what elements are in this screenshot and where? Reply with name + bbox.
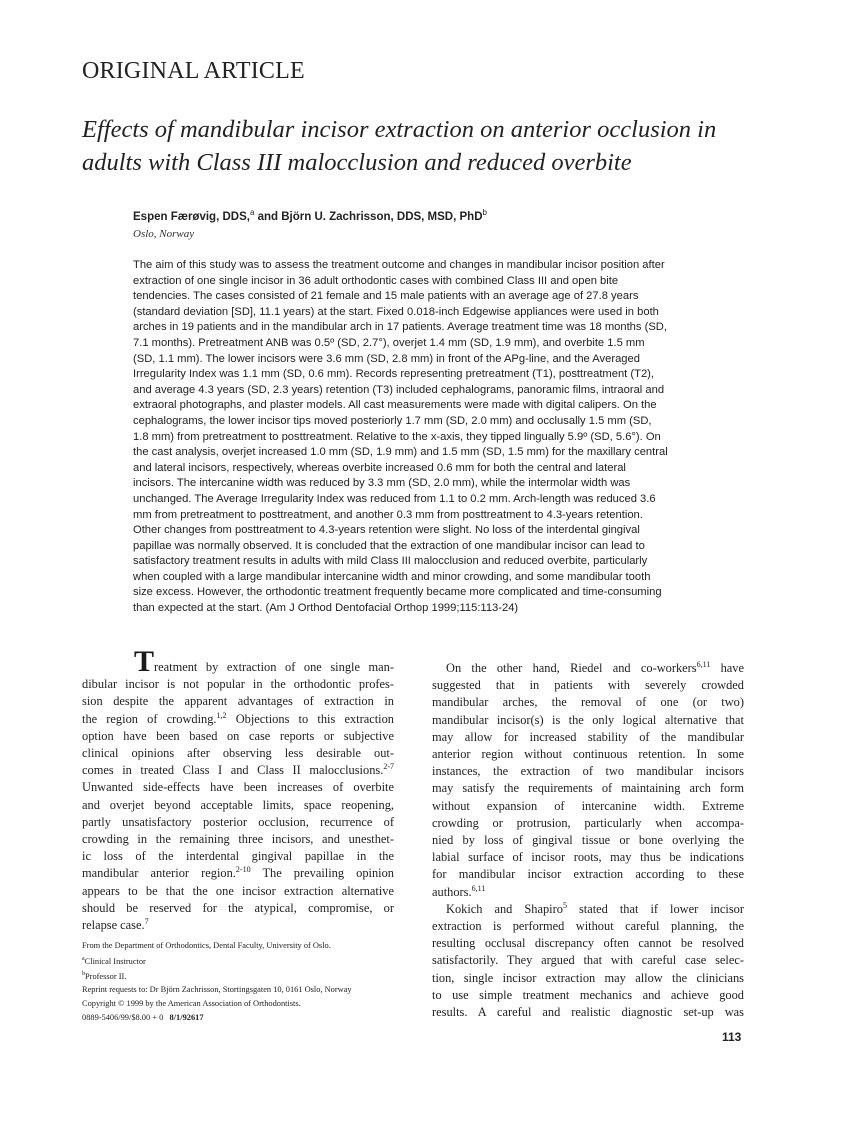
body-line-text: instances, the extraction of two mandibular incisors [432, 764, 744, 779]
footnote-affiliation: From the Department of Orthodontics, Dental Faculty, University of Oslo. [82, 941, 331, 950]
drop-cap: T [134, 645, 155, 678]
abstract-line: extraction of one single incisor in 36 adult orthodontic cases with combined Class III and open bite [133, 274, 619, 287]
body-line [432, 780, 744, 797]
abstract-line: The aim of this study was to assess the treatment outcome and changes in mandibular incisor position after [133, 259, 665, 271]
footnote-reprint: Reprint requests to: Dr Björn Zachrisson, Stortingsgaten 10, 0161 Oslo, Norway [82, 985, 352, 995]
body-line-text: mandibular anterior region. [82, 866, 236, 881]
body-line [432, 970, 744, 987]
body-line [82, 848, 394, 865]
citation-superscript: 7 [144, 916, 149, 926]
author-2: and Björn U. Zachrisson, DDS, MSD, PhD [254, 210, 483, 223]
citation-superscript: 6,11 [471, 883, 486, 893]
first-line [82, 645, 394, 678]
footnote-copyright: Copyright © 1999 by the American Association of Orthodontists. [82, 998, 301, 1008]
footnote-a [82, 953, 412, 968]
citation-superscript: 6,11 [696, 659, 711, 669]
body-line-text: labial surface of incisor roots, may thus be indications [432, 850, 744, 865]
body-line-text: authors. [432, 884, 472, 899]
abstract-line: tendencies. The cases consisted of 21 female and 15 male patients with an average age of 27.8 years [133, 290, 639, 303]
abstract-line: the cast analysis, overjet increased 1.0 mm (SD, 1.9 mm) and 1.5 mm (SD, 1.5 mm) for the maxillary central [133, 446, 668, 459]
abstract-line: incisors. The intercanine width was reduced by 3.3 mm (SD, 2.0 mm), while the intermolar width was [133, 477, 631, 490]
abstract-line: papillae was normally observed. It is concluded that the extraction of one mandibular incisor can lead to [133, 539, 645, 552]
body-line-text: extraction is performed without careful planning, the [432, 919, 744, 934]
body-line [432, 763, 744, 780]
abstract-line: and average 4.3 years (SD, 2.3 years) retention (T3) included cephalograms, panoramic films, intraoral and [133, 383, 665, 396]
body-line [82, 779, 394, 796]
body-left-column [82, 645, 394, 934]
abstract-line: Other changes from posttreatment to 4.3-years retention were slight. No loss of the interdental gingival [133, 524, 640, 537]
body-line [82, 865, 394, 882]
body-line-text: satisfactorily. They argued that with careful case selec- [432, 953, 744, 968]
body-line-text: clinical opinions after observing less desirable out- [82, 746, 394, 761]
body-line [432, 815, 744, 832]
body-line-text: mandibular arches, the removal of one (or two) [432, 695, 744, 710]
body-line-text-after: Objections to this extraction [226, 711, 394, 726]
abstract-line: unchanged. The Average Irregularity Index was reduced from 1.1 to 0.2 mm. Arch-length was reduced 3.6 [133, 492, 656, 505]
body-line-text: anterior region without continuous retention. In some [432, 747, 744, 762]
abstract-line: 1.8 mm) from pretreatment to posttreatment. Relative to the x-axis, they tipped lingually 5.9º (SD, 5.6°). On [133, 430, 661, 443]
body-line-text: On the other hand, Riedel and co-workers [446, 661, 697, 675]
footnote-b-mark: b [82, 970, 85, 977]
abstract-line: satisfactory treatment results in adults with mild Class III malocclusion and reduced overbite, particularly [133, 555, 648, 568]
body-line [82, 728, 394, 745]
body-line [82, 831, 394, 848]
footnote-a-text: Clinical Instructor [84, 956, 146, 966]
body-line-text: nied by loss of gingival tissue or bone overlying the [432, 833, 744, 848]
body-line [82, 745, 394, 762]
body-line-text: results. A careful and realistic diagnostic set-up was [432, 1005, 744, 1020]
body-line [432, 832, 744, 849]
body-line-text-after: have [710, 661, 744, 675]
body-right-column [432, 660, 744, 1021]
body-line-text: may satisfy the requirements of maintaining arch form [432, 781, 744, 796]
body-line-text: suggested that in patients with severely crowded [432, 678, 744, 693]
body-line-text: appears to be that the one incisor extraction alternative [82, 883, 394, 898]
body-line [82, 883, 394, 900]
article-title [82, 113, 782, 179]
body-line-text: option have been based on case reports or subjective [82, 728, 394, 743]
body-line-text: Unwanted side-effects have been increases of overbite [82, 780, 394, 795]
body-line [82, 917, 394, 934]
footnote-a-mark: a [82, 955, 85, 962]
body-line [432, 952, 744, 969]
body-line [432, 987, 744, 1004]
body-line [82, 797, 394, 814]
body-line [432, 849, 744, 866]
body-line [432, 729, 744, 746]
body-line-text: partly unsatisfactory posterior occlusion, recurrence of [82, 814, 394, 829]
page-number: 113 [722, 1030, 742, 1044]
first-line-text: reatment by extraction of one single man- [154, 660, 394, 674]
body-line [432, 918, 744, 935]
body-line [82, 676, 394, 693]
body-line [82, 711, 394, 728]
abstract [133, 258, 751, 617]
title-line: Effects of mandibular incisor extraction on anterior occlusion in [82, 116, 717, 143]
abstract-line: mm from pretreatment to posttreatment, and another 0.3 mm from posttreatment to 4.3-years retention. [133, 508, 643, 521]
abstract-line: (SD, 1.1 mm). The lower incisors were 3.6 mm (SD, 2.8 mm) in front of the APg-line, and the Averaged [133, 352, 640, 365]
body-line-text: to use simple treatment mechanics and achieve good [432, 987, 744, 1002]
abstract-line: cephalograms, the lower incisor tips moved posteriorly 1.7 mm (SD, 2.0 mm) and occlusally 1.5 mm (SD, [133, 414, 652, 427]
abstract-line: and lateral incisors, respectively, whereas overbite increased 0.6 mm for both the central and lateral [133, 461, 626, 474]
citation-superscript: 5 [562, 900, 567, 910]
footnote-b-text: Professor II. [85, 971, 127, 981]
body-line-text-after: The prevailing opinion [250, 866, 394, 881]
abstract-line: than expected at the start. (Am J Orthod Dentofacial Orthop 1999;115:113-24) [133, 602, 519, 615]
citation-superscript: 1,2 [216, 710, 227, 720]
abstract-line: (standard deviation [SD], 11.1 years) at the start. Fixed 0.018-inch Edgewise appliances were used in both [133, 305, 659, 318]
body-line-text: tion, single incisor extraction may allow the clinicians [432, 970, 744, 985]
body-line-text: for mandibular incisor extraction according to these [432, 867, 744, 882]
footnote-b [82, 968, 412, 983]
body-line [432, 712, 744, 729]
abstract-line: size excess. However, the orthodontic treatment frequently became more complicated and time-consuming [133, 586, 662, 599]
body-line [432, 901, 744, 918]
body-line-text: may allow for increased stability of the mandibular [432, 729, 744, 744]
issn: 0889-5406/99/$8.00 + 0 [82, 1012, 164, 1022]
body-line [432, 660, 744, 677]
footnote-issn [82, 1011, 412, 1025]
body-line [432, 1004, 744, 1021]
citation-superscript: 2-10 [235, 865, 251, 875]
article-code: 8/1/92617 [169, 1012, 204, 1022]
body-line-text: ic loss of the interdental gingival papillae in the [82, 849, 394, 864]
body-line-text: the region of crowding. [82, 711, 217, 726]
body-line [82, 900, 394, 917]
body-line-text: crowding or protrusion, particularly when accompa- [432, 815, 744, 830]
authors [133, 208, 487, 223]
body-line-text: relapse case. [82, 918, 145, 933]
body-line-text: dibular incisor is not popular in the orthodontic profes- [82, 677, 394, 692]
abstract-line: when coupled with a large mandibular intercanine width and minor crowding, and some mandibular tooth [133, 570, 651, 583]
body-line [432, 677, 744, 694]
body-line [82, 814, 394, 831]
body-line-text: sion despite the apparent advantages of extraction in [82, 694, 394, 709]
body-line-text: resulting occlusal discrepancy often cannot be resolved [432, 936, 744, 951]
body-line [432, 866, 744, 883]
body-line-text: and overjet beyond acceptable limits, space reopening, [82, 797, 394, 812]
body-line-text: crowding in the remaining three incisors, and unesthet- [82, 832, 394, 847]
author-2-affiliation-mark: b [482, 208, 487, 217]
body-line [82, 762, 394, 779]
body-line [432, 798, 744, 815]
citation-superscript: 2-7 [383, 762, 394, 772]
section-label: ORIGINAL ARTICLE [82, 58, 305, 84]
abstract-line: 7.1 months). Pretreatment ANB was 0.5º (SD, 2.7°), overjet 1.4 mm (SD, 1.9 mm), and overbite 1.5 mm [133, 336, 645, 349]
body-line [432, 694, 744, 711]
body-line [432, 884, 744, 901]
author-1: Espen Færøvig, DDS, [133, 210, 250, 223]
body-line-text: should be reserved for the atypical, compromise, or [82, 900, 394, 915]
body-line-text: Kokich and Shapiro [446, 901, 563, 916]
body-line [82, 693, 394, 710]
title-line: adults with Class III malocclusion and reduced overbite [82, 149, 632, 176]
author-1-affiliation-mark: a [249, 208, 255, 217]
body-line-text: comes in treated Class I and Class II malocclusions. [82, 763, 384, 778]
abstract-line: Irregularity Index was 1.1 mm (SD, 0.6 mm). Records representing pretreatment (T1), posttreatment (T2), [133, 368, 655, 381]
footnotes [82, 939, 412, 1024]
body-line-text: mandibular incisor(s) is the only logical alternative that [432, 712, 744, 727]
body-line-text: without expansion of intercanine width. Extreme [432, 798, 744, 813]
author-location: Oslo, Norway [133, 228, 195, 240]
abstract-line: extraoral photographs, and plaster models. All cast measurements were made with digital calipers. On the [133, 399, 657, 412]
body-line [432, 935, 744, 952]
body-line [432, 746, 744, 763]
body-line-text-after: stated that if lower incisor [566, 901, 744, 916]
abstract-line: arches in 19 patients and in the mandibular arch in 17 patients. Average treatment time was 18 months (SD, [133, 321, 667, 334]
